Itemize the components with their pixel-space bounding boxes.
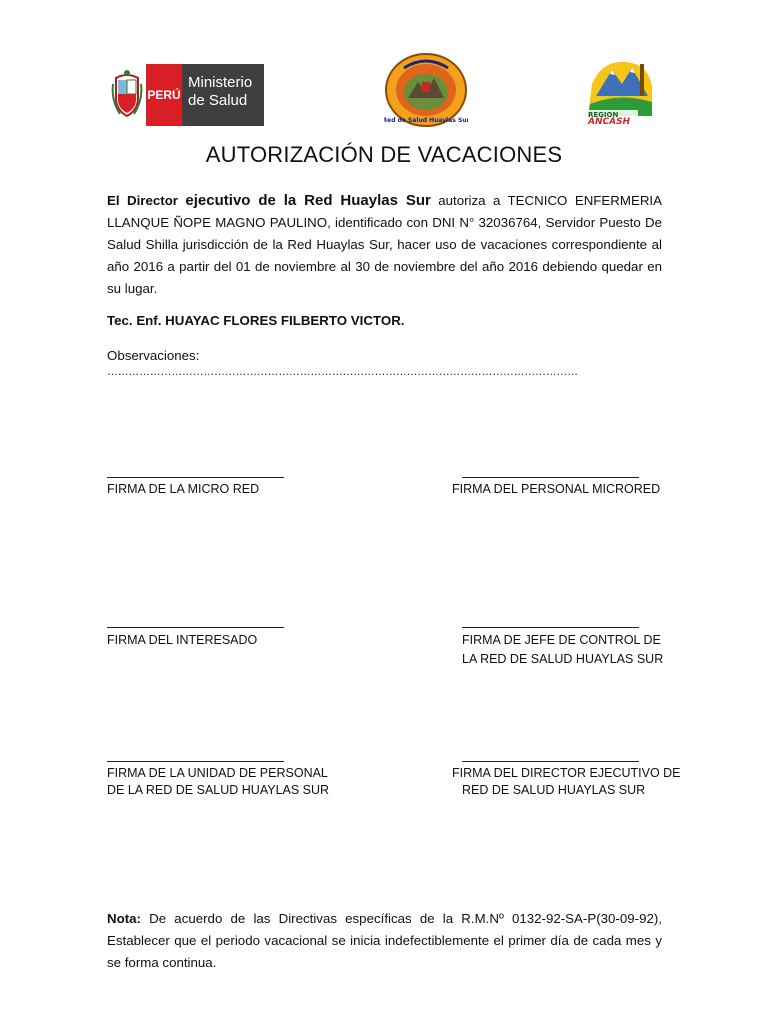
- peru-coat-of-arms-icon: [108, 64, 146, 126]
- signature-line-jefe-control: [462, 627, 639, 628]
- ministry-name: [182, 64, 264, 126]
- signature-line-micro-red: [107, 477, 284, 478]
- jefe-control-line-2: LA RED DE SALUD HUAYLAS SUR: [462, 652, 664, 666]
- ministerio-salud-logo: [108, 64, 264, 126]
- red-salud-huaylas-sur-logo: [384, 52, 468, 128]
- note-label: Nota:: [107, 911, 141, 926]
- director-line-1: FIRMA DEL DIRECTOR EJECUTIVO DE: [452, 766, 681, 780]
- note-text: De acuerdo de las Directivas específicas de la R.M.Nº 0132-92-SA-P(30-09-92), Establecer que el periodo vacacional se inicia indefectiblemente el primer día de cada mes y se forma continua.: [107, 911, 662, 970]
- signature-label-director: [452, 765, 681, 799]
- peru-label: PERÚ: [146, 64, 182, 126]
- unidad-personal-line-1: FIRMA DE LA UNIDAD DE PERSONAL: [107, 766, 328, 780]
- replacement-staff: Tec. Enf. HUAYAC FLORES FILBERTO VICTOR.: [107, 313, 405, 328]
- unidad-personal-line-2: DE LA RED DE SALUD HUAYLAS SUR: [107, 783, 330, 797]
- observations-label: Observaciones:: [107, 348, 200, 363]
- signature-label-micro-red: FIRMA DE LA MICRO RED: [107, 482, 260, 496]
- jefe-control-line-1: FIRMA DE JEFE DE CONTROL DE: [462, 633, 661, 647]
- director-text: Director: [127, 193, 186, 208]
- el-text: El: [107, 193, 127, 208]
- signature-line-interesado: [107, 627, 284, 628]
- region-label: REGION: [588, 111, 619, 119]
- authorization-paragraph: [107, 190, 662, 300]
- ministry-line-1: Ministerio: [188, 74, 253, 91]
- signature-line-personal-microred: [462, 477, 639, 478]
- authorization-text: autoriza a TECNICO ENFERMERIA LLANQUE ÑOPE MAGNO PAULINO, identificado con DNI N° 32036764, Servidor Puesto De Salud Shilla jurisdicción de la Red Huaylas Sur, hacer uso de vacaciones correspondiente al año 2016 a partir del 01 de noviembre al 30 de noviembre del año 2016 debiendo quedar en su lugar.: [107, 193, 662, 296]
- note-paragraph: [107, 908, 662, 974]
- signature-line-unidad-personal: [107, 761, 284, 762]
- signature-label-unidad-personal: [107, 765, 329, 799]
- document-title: AUTORIZACIÓN DE VACACIONES: [205, 142, 563, 167]
- ancash-label: ANCASH: [588, 117, 631, 126]
- director-rest-text: ejecutivo de la Red Huaylas Sur: [185, 192, 431, 209]
- signature-label-interesado: FIRMA DEL INTERESADO: [107, 633, 258, 647]
- signature-label-personal-microred: FIRMA DEL PERSONAL MICRORED: [452, 482, 661, 496]
- director-line-2: RED DE SALUD HUAYLAS SUR: [462, 783, 646, 797]
- svg-text:Red de Salud Huaylas Sur: Red de Salud Huaylas Sur: [384, 117, 468, 124]
- ministry-line-2: de Salud: [188, 92, 248, 109]
- region-ancash-logo: [582, 56, 658, 126]
- observations-dotted-line: ……………………………………………………………………………………………………………………: [107, 366, 578, 378]
- signature-line-director: [462, 761, 639, 762]
- signature-label-jefe-control: [462, 632, 663, 668]
